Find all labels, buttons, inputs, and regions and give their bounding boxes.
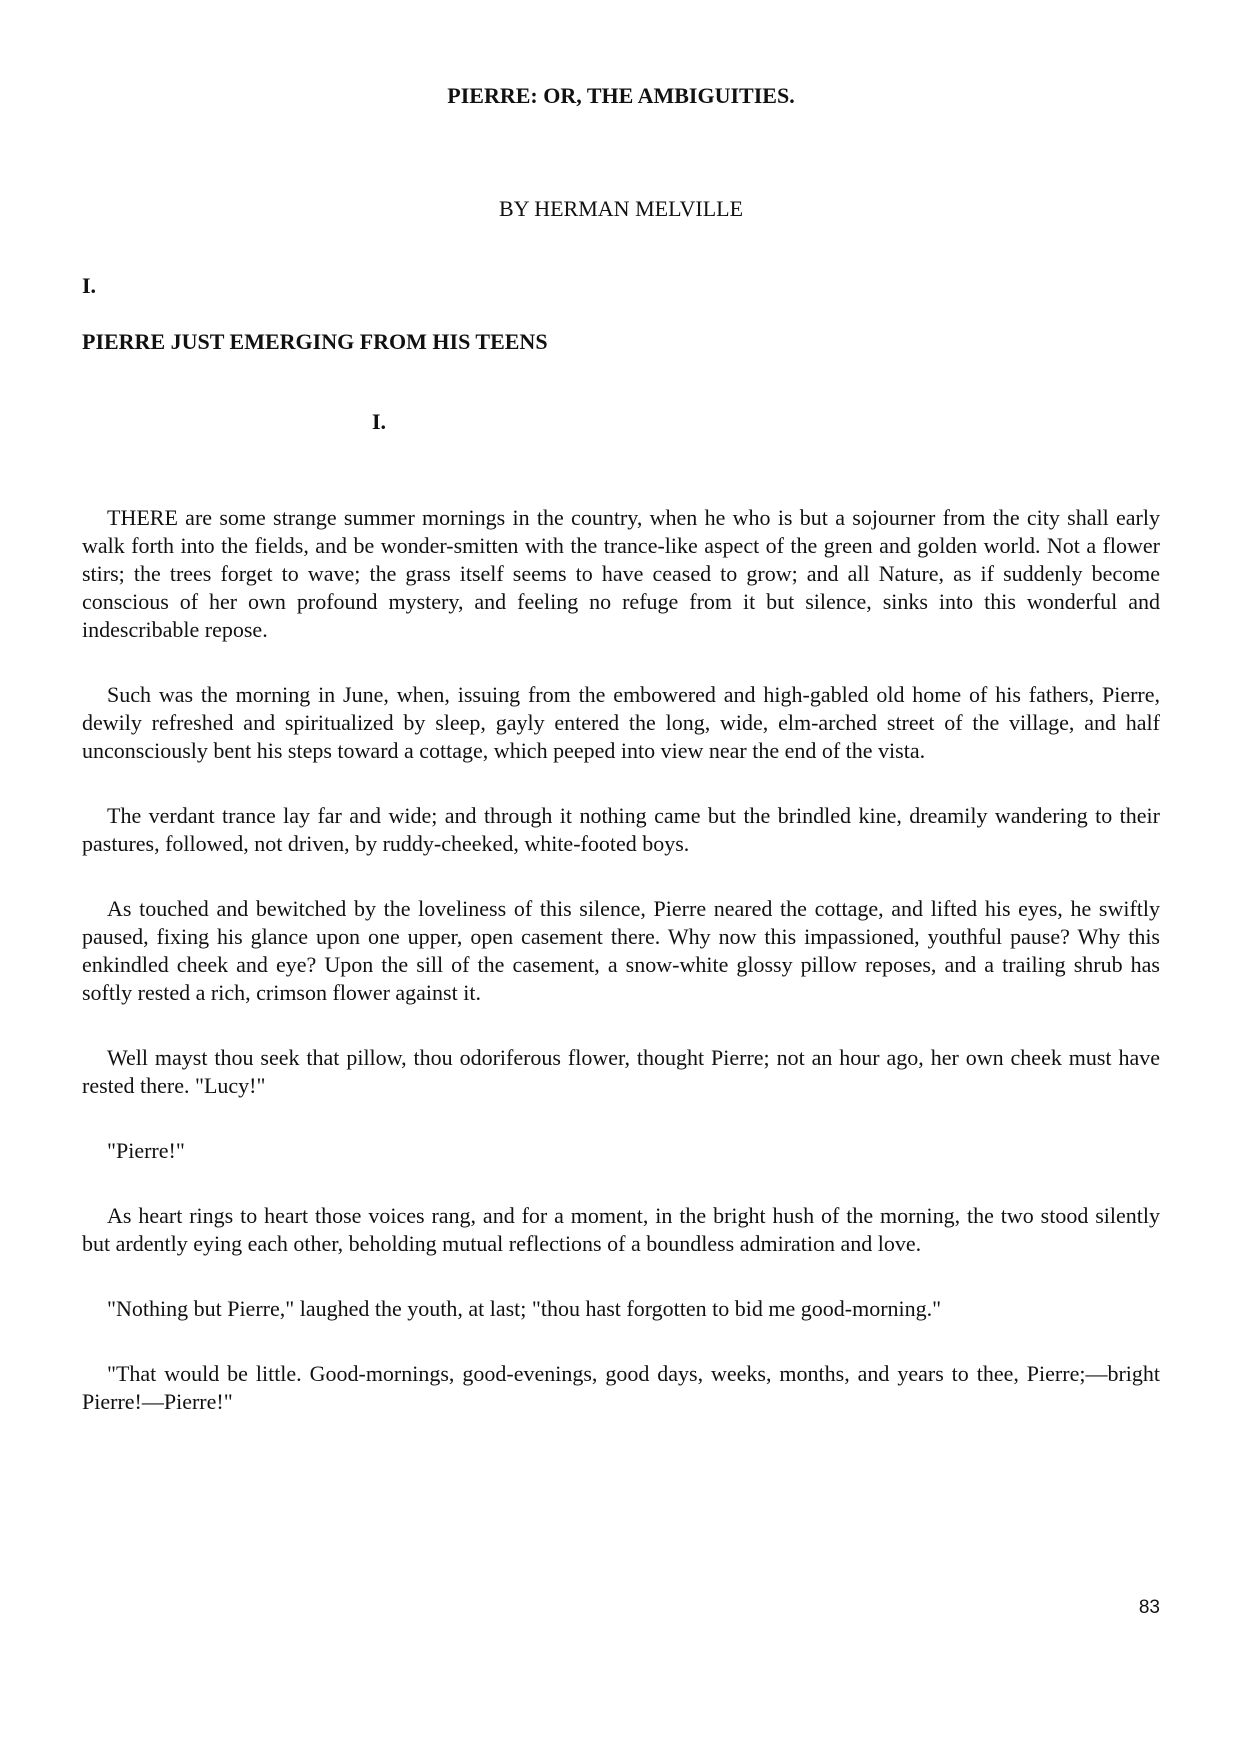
paragraph: "Pierre!" — [107, 1138, 185, 1163]
author-byline: BY HERMAN MELVILLE — [498, 196, 744, 221]
paragraph: As touched and bewitched by the loveliness of this silence, Pierre neared the cottage, and lifted his eyes, he swiftly paused, fixing his glance upon one upper, open casement there. Why now this impassioned, youthful pause? Why this enkindled cheek and eye? Upon the sill of the casement, a snow-white glossy pillow reposes, and a trailing shrub has softly rested a rich, crimson flower against it. — [82, 896, 1160, 1005]
paragraph: "That would be little. Good-mornings, good-evenings, good days, weeks, months, and years to thee, Pierre;—bright Pierre!—Pierre!" — [82, 1361, 1160, 1414]
book-number: I. — [82, 273, 97, 298]
paragraph: "Nothing but Pierre," laughed the youth, at last; "thou hast forgotten to bid me good-morning." — [107, 1296, 942, 1321]
paragraph: Such was the morning in June, when, issuing from the embowered and high-gabled old home of his fathers, Pierre, dewily refreshed and spiritualized by sleep, gayly entered the long, wide, elm-arched street of the village, and half unconsciously bent his steps toward a cottage, which peeped into view near the end of the vista. — [82, 682, 1160, 763]
page-number: 83 — [1138, 1597, 1160, 1618]
paragraph: As heart rings to heart those voices rang, and for a moment, in the bright hush of the morning, the two stood silently but ardently eying each other, beholding mutual reflections of a boundless admiration and love. — [82, 1203, 1160, 1256]
book-title-heading: PIERRE: OR, THE AMBIGUITIES. — [447, 83, 795, 108]
section-number: I. — [372, 409, 387, 434]
body-text — [82, 504, 1160, 1453]
paragraph: Well mayst thou seek that pillow, thou odoriferous flower, thought Pierre; not an hour ago, her own cheek must have rested there. "Lucy!" — [82, 1045, 1160, 1098]
book-section-title: PIERRE JUST EMERGING FROM HIS TEENS — [82, 329, 548, 354]
paragraph: The verdant trance lay far and wide; and through it nothing came but the brindled kine, dreamily wandering to their pastures, followed, not driven, by ruddy-cheeked, white-footed boys. — [82, 803, 1160, 856]
paragraph: THERE are some strange summer mornings in the country, when he who is but a sojourner from the city shall early walk forth into the fields, and be wonder-smitten with the trance-like aspect of the green and golden world. Not a flower stirs; the trees forget to wave; the grass itself seems to have ceased to grow; and all Nature, as if suddenly become conscious of her own profound mystery, and feeling no refuge from it but silence, sinks into this wonderful and indescribable repose. — [82, 505, 1160, 642]
